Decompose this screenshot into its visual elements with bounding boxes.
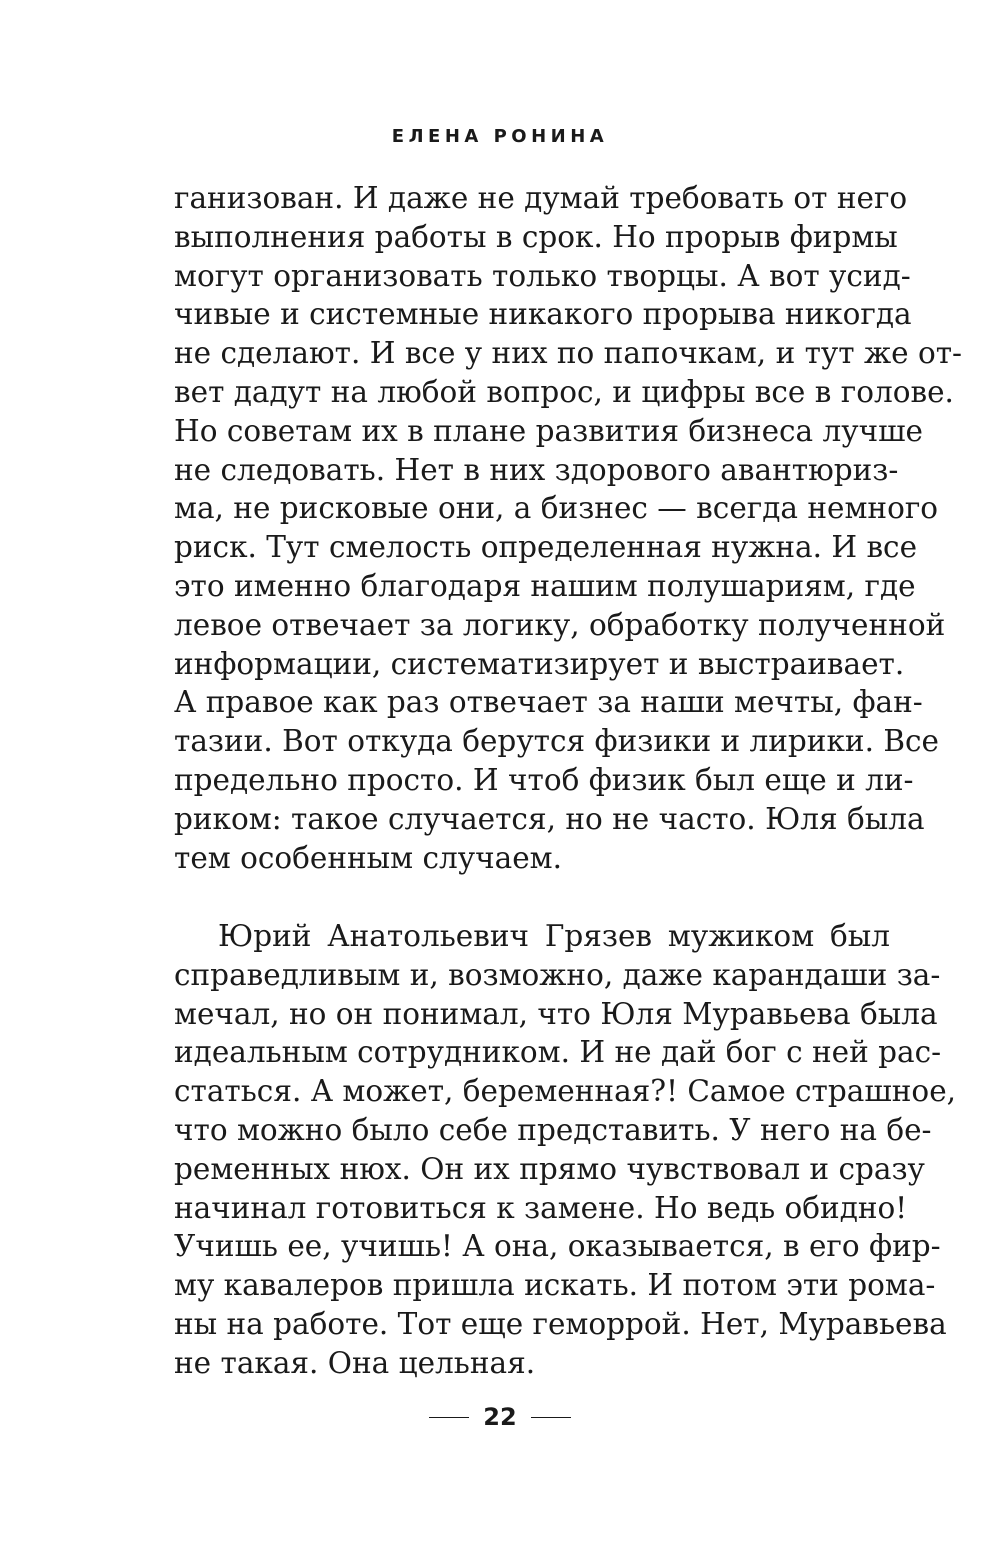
text-line: предельно просто. И чтоб физик был еще и ли- [174, 762, 914, 797]
text-line: могут организовать только творцы. А вот усид- [174, 258, 911, 293]
page-number: 22 [483, 1403, 517, 1431]
text-line: Но советам их в плане развития бизнеса лучше [174, 413, 923, 448]
text-line: тазии. Вот откуда берутся физики и лирики. Все [174, 724, 939, 759]
text-line: выполнения работы в срок. Но прорыв фирмы [174, 219, 898, 254]
text-line: ременных нюх. Он их прямо чувствовал и сразу [174, 1151, 925, 1186]
folio-rule-right [531, 1417, 571, 1418]
text-line: это именно благодаря нашим полушариям, где [174, 568, 916, 603]
text-line: мечал, но он понимал, что Юля Муравьева была [174, 996, 938, 1031]
text-line: начинал готовиться к замене. Но ведь обидно! [174, 1190, 908, 1225]
text-line: статься. А может, беременная?! Самое страшное, [174, 1074, 957, 1109]
text-line: чивые и системные никакого прорыва никогда [174, 297, 912, 332]
paragraph-2 [174, 917, 957, 1383]
text-line: тем особенным случаем. [174, 840, 562, 875]
text-line: не сделают. И все у них по папочкам, и тут же от- [174, 336, 963, 371]
text-line: ганизован. И даже не думай требовать от него [174, 181, 908, 215]
page-footer [0, 1403, 1000, 1431]
text-line: что можно было себе представить. У него на бе- [174, 1112, 932, 1147]
text-line: Юрий Анатольевич Грязев мужиком был [218, 919, 890, 953]
text-line: идеальным сотрудником. И не дай бог с ней рас- [174, 1035, 942, 1070]
folio-rule-left [429, 1417, 469, 1418]
running-head-author: ЕЛЕНА РОНИНА [391, 126, 609, 147]
text-line: риск. Тут смелость определенная нужна. И все [174, 530, 918, 565]
text-line: риком: такое случается, но не часто. Юля была [174, 801, 925, 836]
text-line: А правое как раз отвечает за наши мечты, фан- [174, 685, 923, 720]
text-line: не такая. Она цельная. [174, 1345, 536, 1380]
text-line: ма, не рисковые они, а бизнес — всегда немного [174, 491, 939, 526]
text-line: не следовать. Нет в них здорового авантюриз- [174, 452, 899, 487]
text-line: информации, систематизирует и выстраивает. [174, 646, 905, 681]
paragraph-1 [174, 179, 963, 877]
text-line: му кавалеров пришла искать. И потом эти рома- [174, 1268, 936, 1303]
text-line: вет дадут на любой вопрос, и цифры все в голове. [174, 374, 954, 409]
text-line: левое отвечает за логику, обработку полученной [174, 607, 946, 642]
text-line: справедливым и, возможно, даже карандаши за- [174, 957, 941, 992]
text-line: ны на работе. Тот еще геморрой. Нет, Муравьева [174, 1306, 947, 1341]
text-line: Учишь ее, учишь! А она, оказывается, в его фир- [174, 1229, 941, 1264]
